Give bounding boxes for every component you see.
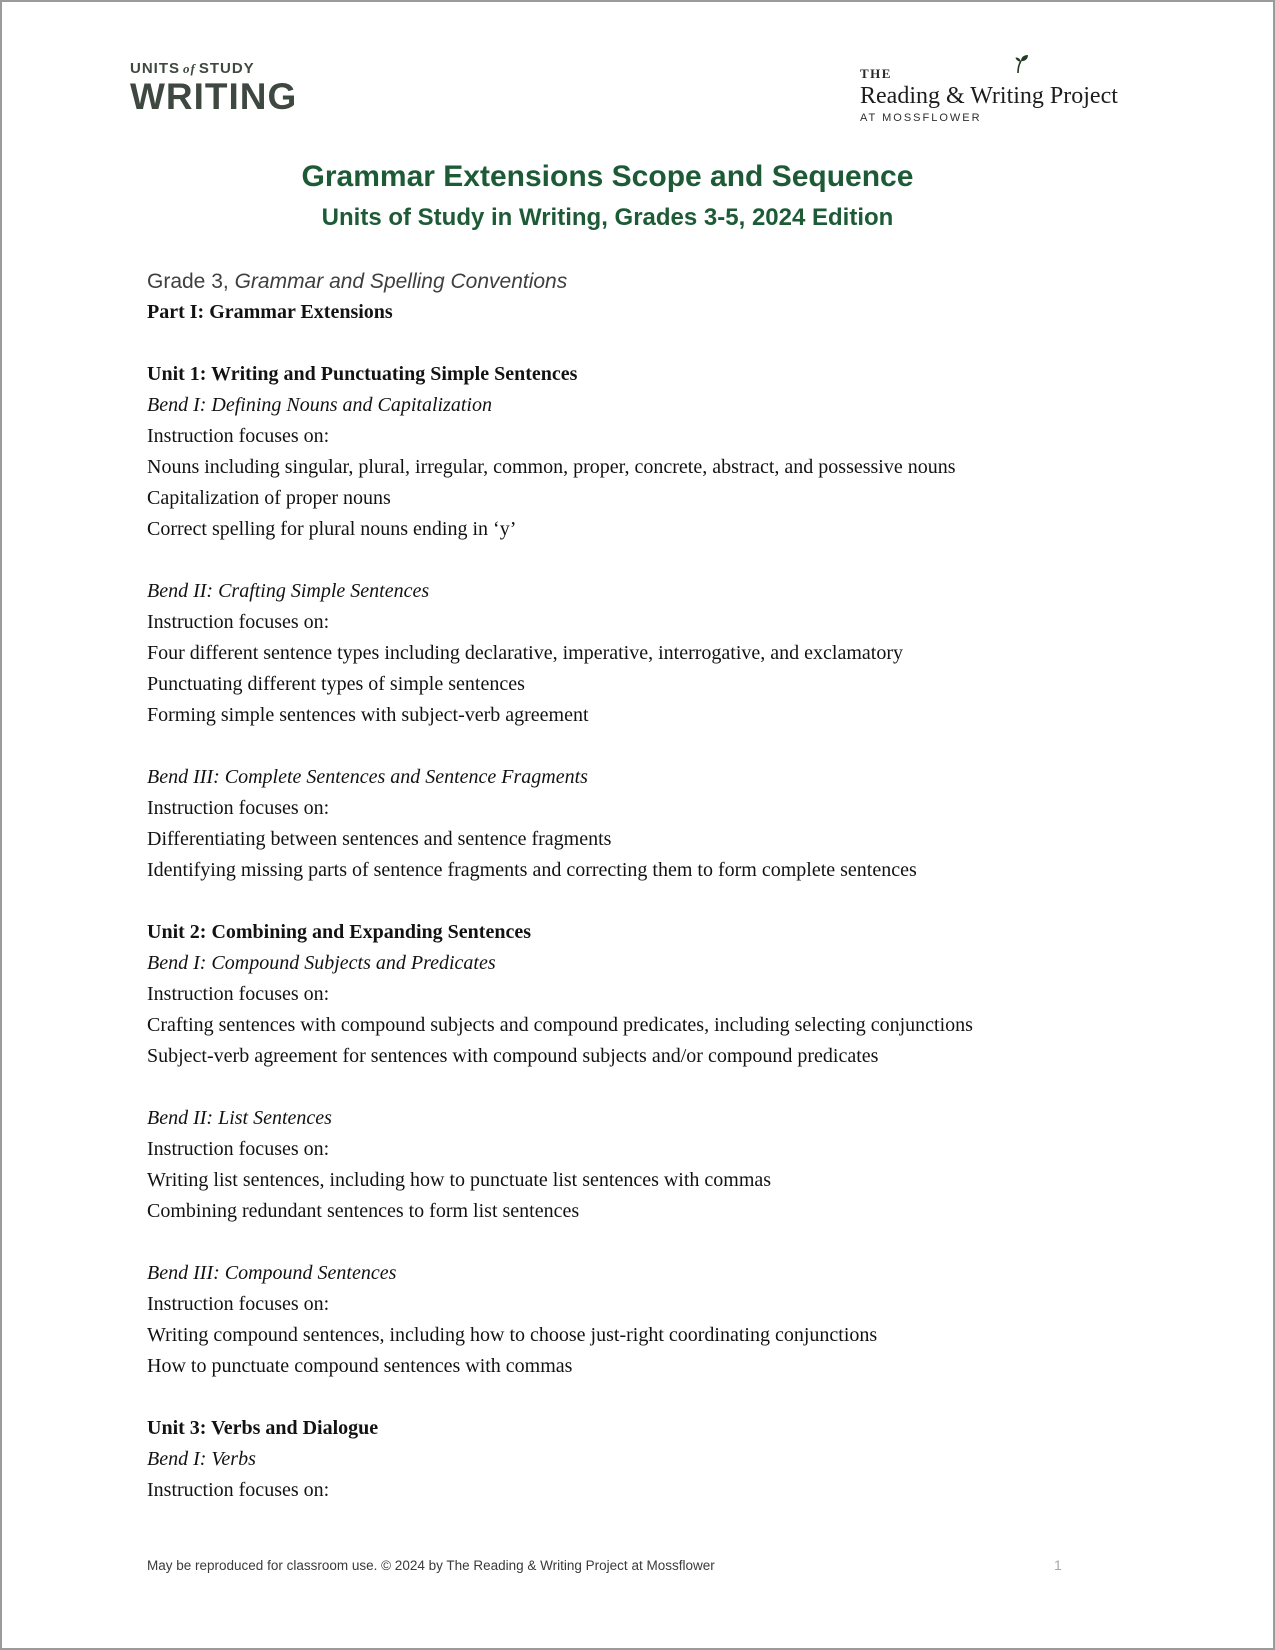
document-body (147, 266, 1183, 1506)
focus-item: Crafting sentences with compound subjects and compound predicates, including selecting conjunctions (147, 1014, 973, 1036)
focus-item: Combining redundant sentences to form list sentences (147, 1200, 580, 1222)
focus-item: Writing compound sentences, including how to choose just-right coordinating conjunctions (147, 1324, 878, 1346)
focus-item: Nouns including singular, plural, irregular, common, proper, concrete, abstract, and possessive nouns (147, 456, 956, 478)
bend-block (147, 1444, 1183, 1506)
focus-item: Punctuating different types of simple sentences (147, 673, 525, 695)
units-of-study-writing-logo (130, 60, 297, 115)
part-heading: Part I: Grammar Extensions (147, 301, 393, 323)
focus-label: Instruction focuses on: (147, 425, 330, 447)
focus-label: Instruction focuses on: (147, 983, 330, 1005)
logo-units-text: UNITS (130, 60, 180, 77)
bend-title: Bend I: Compound Subjects and Predicates (147, 952, 496, 974)
focus-item: Differentiating between sentences and sentence fragments (147, 828, 612, 850)
focus-item: Capitalization of proper nouns (147, 487, 391, 509)
focus-item: Correct spelling for plural nouns ending in ‘y’ (147, 518, 517, 540)
page-title: Grammar Extensions Scope and Sequence (301, 160, 914, 193)
bend-title: Bend I: Defining Nouns and Capitalization (147, 394, 492, 416)
bend-block (147, 390, 1183, 545)
focus-label: Instruction focuses on: (147, 1293, 330, 1315)
focus-label: Instruction focuses on: (147, 797, 330, 819)
grade-course-name: Grammar and Spelling Conventions (234, 270, 568, 293)
focus-item: How to punctuate compound sentences with commas (147, 1355, 573, 1377)
bend-title: Bend III: Complete Sentences and Sentence Fragments (147, 766, 588, 788)
bend-title: Bend II: List Sentences (147, 1107, 332, 1129)
focus-item: Forming simple sentences with subject-verb agreement (147, 704, 589, 726)
bend-block (147, 1258, 1183, 1382)
grade-prefix: Grade 3, (147, 270, 235, 293)
page-number: 1 (1054, 1557, 1062, 1573)
units-of-study-line (130, 60, 297, 77)
focus-item: Subject-verb agreement for sentences with compound subjects and/or compound predicates (147, 1045, 879, 1067)
unit-heading: Unit 2: Combining and Expanding Sentences (147, 921, 531, 943)
focus-item: Identifying missing parts of sentence fragments and correcting them to form complete sentences (147, 859, 917, 881)
focus-label: Instruction focuses on: (147, 1138, 330, 1160)
focus-label: Instruction focuses on: (147, 1479, 330, 1501)
footer-copyright: May be reproduced for classroom use. © 2024 by The Reading & Writing Project at Mossflower (147, 1558, 715, 1573)
page-subtitle: Units of Study in Writing, Grades 3-5, 2024 Edition (321, 204, 894, 231)
reading-writing-project-logo (860, 66, 1118, 124)
bend-title: Bend II: Crafting Simple Sentences (147, 580, 430, 602)
focus-item: Four different sentence types including declarative, imperative, interrogative, and exclamatory (147, 642, 904, 664)
writing-wordmark: WRITING (130, 76, 298, 117)
focus-label: Instruction focuses on: (147, 611, 330, 633)
sprout-icon (1006, 54, 1032, 79)
logo-of-text: of (183, 61, 196, 76)
grade-line (147, 266, 1183, 297)
unit-heading: Unit 3: Verbs and Dialogue (147, 1417, 379, 1439)
focus-item: Writing list sentences, including how to punctuate list sentences with commas (147, 1169, 772, 1191)
bend-title: Bend III: Compound Sentences (147, 1262, 397, 1284)
bend-block (147, 1103, 1183, 1227)
logo-project-name: Reading & Writing Project (860, 83, 1118, 109)
logo-tagline: AT MOSSFLOWER (860, 112, 982, 125)
bend-title: Bend I: Verbs (147, 1448, 256, 1470)
bend-block (147, 576, 1183, 731)
unit-heading: Unit 1: Writing and Punctuating Simple Sentences (147, 363, 578, 385)
bend-block (147, 948, 1183, 1072)
logo-the-text: THE (860, 66, 892, 81)
bend-block (147, 762, 1183, 886)
logo-study-text: STUDY (198, 60, 255, 77)
